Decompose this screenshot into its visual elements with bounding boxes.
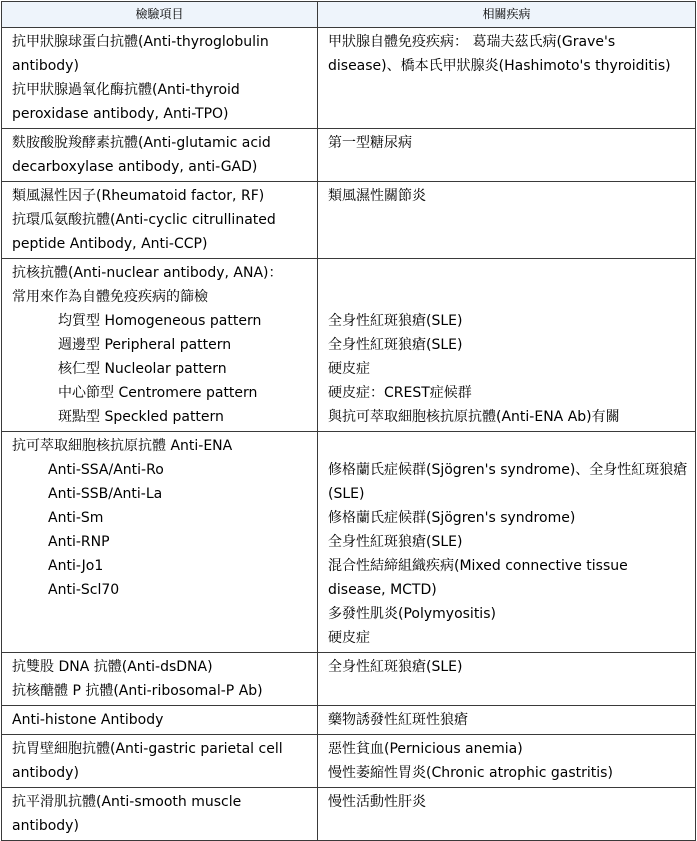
disease: 惡性貧血(Pernicious anemia) [328,741,523,757]
test-item-cell [2,259,318,432]
disease-cell [318,653,696,706]
disease: 硬皮症 [328,361,370,377]
table-row [2,259,696,432]
test-item: 抗環瓜氨酸抗體(Anti-cyclic citrullinated peptide Antibody, Anti-CCP) [12,212,276,252]
disease-cell [318,735,696,788]
test-item-cell [2,735,318,788]
test-item: 抗核醣體 P 抗體(Anti-ribosomal-P Ab) [12,683,263,699]
disease: 修格蘭氏症候群(Sjögren's syndrome) [328,510,576,526]
ana-pattern: 核仁型 Nucleolar pattern [58,361,227,377]
header-row [2,2,696,28]
disease-cell [318,182,696,259]
test-item-cell [2,182,318,259]
disease-cell [318,28,696,129]
disease: 全身性紅斑狼瘡(SLE) [328,337,463,353]
table-row [2,653,696,706]
disease: 與抗可萃取細胞核抗原抗體(Anti-ENA Ab)有關 [328,409,620,425]
disease: 混合性結締組織疾病(Mixed connective tissue disease, MCTD) [328,558,628,598]
test-item: 抗雙股 DNA 抗體(Anti-dsDNA) [12,659,213,675]
header-test-item: 檢驗項目 [2,2,318,28]
test-item-cell [2,706,318,735]
header-related-disease: 相關疾病 [318,2,696,28]
ena-item: Anti-SSA/Anti-Ro [48,462,164,478]
spacer [328,261,689,285]
disease: 全身性紅斑狼瘡(SLE) [328,534,463,550]
table-row [2,735,696,788]
test-item-cell [2,788,318,841]
disease: 硬皮症 [328,630,370,646]
disease: 甲狀腺自體免疫疾病： 葛瑞夫茲氏病(Grave's disease)、橋本氏甲狀腺炎(Hashimoto's thyroiditis) [328,34,671,74]
ena-item: Anti-Jo1 [48,558,104,574]
table-row [2,129,696,182]
ena-item: Anti-RNP [48,534,110,550]
ena-item: Anti-Scl70 [48,582,120,598]
disease-cell [318,432,696,653]
test-item-title: 抗核抗體(Anti-nuclear antibody, ANA)： [12,265,283,281]
test-item: 類風濕性因子(Rheumatoid factor, RF) [12,188,265,204]
ena-item: Anti-Sm [48,510,104,526]
disease: 藥物誘發性紅斑性狼瘡 [328,712,468,728]
disease: 修格蘭氏症候群(Sjögren's syndrome)、全身性紅斑狼瘡(SLE) [328,462,688,502]
table-row [2,28,696,129]
disease: 全身性紅斑狼瘡(SLE) [328,659,463,675]
test-item-subtitle: 常用來作為自體免疫疾病的篩檢 [12,289,208,305]
disease: 第一型糖尿病 [328,135,412,151]
test-item-cell [2,129,318,182]
test-item: Anti-histone Antibody [12,712,164,728]
test-item-title: 抗可萃取細胞核抗原抗體 Anti-ENA [12,438,233,454]
disease-cell [318,129,696,182]
test-item: 抗甲狀腺過氧化酶抗體(Anti-thyroid peroxidase antibody, Anti-TPO) [12,82,240,122]
spacer [328,285,689,309]
ena-item: Anti-SSB/Anti-La [48,486,163,502]
test-item: 抗甲狀腺球蛋白抗體(Anti-thyroglobulin antibody) [12,34,269,74]
disease: 多發性肌炎(Polymyositis) [328,606,496,622]
disease-cell [318,259,696,432]
table-row [2,706,696,735]
table-row [2,182,696,259]
disease: 慢性活動性肝炎 [328,794,426,810]
antibody-disease-table [1,1,696,841]
disease-cell [318,788,696,841]
test-item-cell [2,432,318,653]
ana-pattern: 均質型 Homogeneous pattern [58,313,262,329]
disease-cell [318,706,696,735]
disease: 全身性紅斑狼瘡(SLE) [328,313,463,329]
ana-pattern: 斑點型 Speckled pattern [58,409,224,425]
disease: 硬皮症：CREST症候群 [328,385,472,401]
test-item: 麩胺酸脫羧酵素抗體(Anti-glutamic acid decarboxylase antibody, anti-GAD) [12,135,271,175]
table-row [2,788,696,841]
test-item: 抗胃壁細胞抗體(Anti-gastric parietal cell antibody) [12,741,283,781]
test-item-cell [2,28,318,129]
spacer [328,434,689,458]
disease: 類風濕性關節炎 [328,188,426,204]
ana-pattern: 週邊型 Peripheral pattern [58,337,232,353]
disease: 慢性萎縮性胃炎(Chronic atrophic gastritis) [328,765,613,781]
table-row [2,432,696,653]
test-item-cell [2,653,318,706]
test-item: 抗平滑肌抗體(Anti-smooth muscle antibody) [12,794,242,834]
ana-pattern: 中心節型 Centromere pattern [58,385,258,401]
